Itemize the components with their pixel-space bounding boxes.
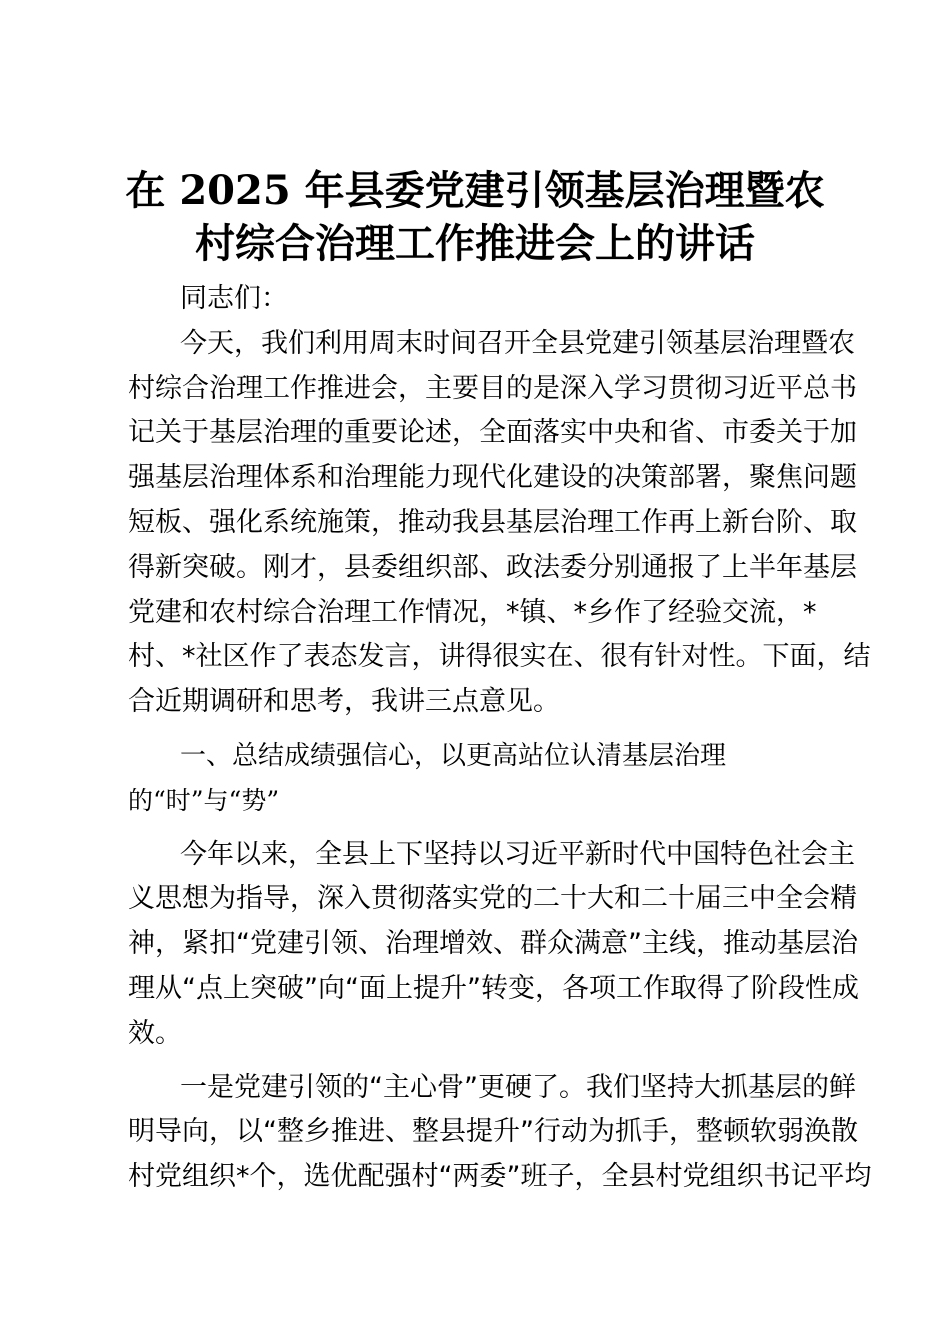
text-line: 神，紧扣“党建引领、治理增效、群众满意”主线，推动基层治 — [128, 928, 858, 960]
document-body — [128, 277, 872, 1209]
text-line: 义思想为指导，深入贯彻落实党的二十大和二十届三中全会精 — [128, 883, 857, 915]
text-line: 村综合治理工作推进会，主要目的是深入学习贯彻习近平总书 — [128, 372, 857, 404]
paragraph-intro — [128, 322, 871, 725]
section-heading-1 — [128, 734, 838, 824]
text-line: 理从“点上突破”向“面上提升”转变，各项工作取得了阶段性成 — [128, 972, 859, 1004]
document-title — [120, 164, 830, 270]
title-line: 在 2025 年县委党建引领基层治理暨农 — [125, 167, 825, 214]
text-line: 合近期调研和思考，我讲三点意见。 — [128, 686, 560, 718]
text-line: 一是党建引领的“主心骨”更硬了。我们坚持大抓基层的鲜 — [180, 1071, 856, 1103]
text-line: 村、*社区作了表态发言，讲得很实在、很有针对性。下面，结 — [128, 641, 871, 673]
text-line: 短板、强化系统施策，推动我县基层治理工作再上新台阶、取 — [128, 506, 857, 538]
text-line: 效。 — [128, 1017, 182, 1049]
text-line: 明导向，以“整乡推进、整县提升”行动为抓手，整顿软弱涣散 — [128, 1116, 858, 1148]
text-line: 得新突破。刚才，县委组织部、政法委分别通报了上半年基层 — [128, 551, 857, 583]
paragraph-summary — [128, 833, 859, 1057]
heading-line: 的“时”与“势” — [128, 785, 280, 815]
text-line: 今年以来，全县上下坚持以习近平新时代中国特色社会主 — [180, 838, 855, 870]
text-line: 记关于基层治理的重要论述，全面落实中央和省、市委关于加 — [128, 417, 857, 449]
title-line: 村综合治理工作推进会上的讲话 — [195, 220, 755, 267]
text-line: 党建和农村综合治理工作情况，*镇、*乡作了经验交流，* — [128, 596, 817, 628]
paragraph-point-1 — [128, 1066, 872, 1200]
text-line: 村党组织*个，选优配强村“两委”班子，全县村党组织书记平均 — [128, 1161, 872, 1193]
text-line: 强基层治理体系和治理能力现代化建设的决策部署，聚焦问题 — [128, 462, 857, 494]
heading-line: 一、总结成绩强信心，以更高站位认清基层治理 — [180, 740, 727, 771]
text-line: 今天，我们利用周末时间召开全县党建引领基层治理暨农 — [180, 327, 855, 359]
greeting: 同志们： — [180, 283, 288, 314]
